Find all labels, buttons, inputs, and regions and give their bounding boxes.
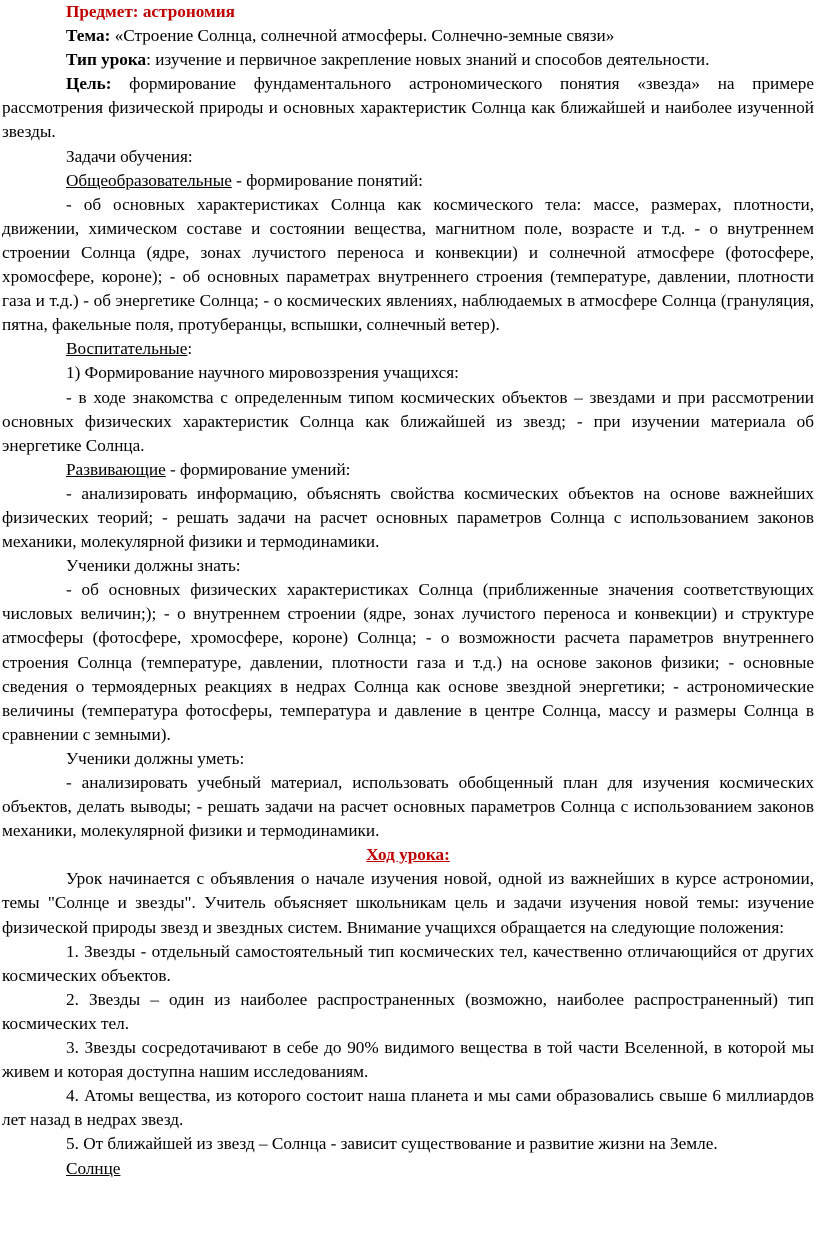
lesson-point: 1. Звезды - отдельный самостоятельный тип космических тел, качественно отличающийся от других космических объектов. xyxy=(2,941,814,985)
must-know-text: - об основных физических характеристиках Солнца (приближенные значения соответствующих числовых величин;); - о внутреннем строении (ядре, зонах лучистого переноса и конвекции) и структуре атмосферы (фотосфере, хромосфере, короне) Солнца; - о возможности расчета параметров внутреннего строения Солнца (температуре, давлении, плотности газа и т.д.) на основе законов физики; - основные сведения о термоядерных реакциях в недрах Солнца как основе звездной энергетики; - астрономические величины (температура фотосферы, температура и давление в центре Солнца, массу и размеры Солнца в сравнении с земными). xyxy=(2,580,814,744)
educational-heading xyxy=(2,337,814,361)
general-label: Общеобразовательные xyxy=(66,170,232,190)
developing-heading xyxy=(2,458,814,482)
developing-label: Развивающие xyxy=(66,459,166,479)
lesson-plan-title: Ход урока: xyxy=(366,845,450,865)
lesson-type-label: Тип урока xyxy=(66,50,147,70)
educational-item1: 1) Формирование научного мировоззрения учащихся: xyxy=(66,363,459,383)
must-know-heading: Ученики должны знать: xyxy=(66,556,241,576)
goal-paragraph xyxy=(2,72,814,144)
educational-text: - в ходе знакомства с определенным типом космических объектов – звездами и при рассмотрении основных физических характеристик Солнца как ближайшей из звезд; - при изучении материала об энергетике Солнца. xyxy=(2,387,814,455)
must-be-able-heading: Ученики должны уметь: xyxy=(66,748,245,768)
lesson-plan-title-line xyxy=(2,843,814,867)
lesson-point: 3. Звезды сосредотачивают в себе до 90% видимого вещества в той части Вселенной, в которой мы живем и которая доступна нашим исследованиям. xyxy=(2,1038,814,1082)
general-heading xyxy=(2,169,814,193)
educational-rest: : xyxy=(187,339,193,359)
sun-heading-line xyxy=(2,1157,814,1181)
developing-rest: - формирование умений: xyxy=(165,459,351,479)
lesson-type-value: : изучение и первичное закрепление новых знаний и способов деятельности. xyxy=(146,50,710,70)
goal-label: Цель: xyxy=(66,74,112,94)
general-text: - об основных характеристиках Солнца как космического тела: массе, размерах, плотности, движении, химическом составе и состоянии вещества, магнитном поле, возрасте и т.д. - о внутреннем строении Солнца (ядре, зонах лучистого переноса и конвекции) и солнечной атмосфере (фотосфере, хромосфере, короне); - об основных параметрах внутреннего строения (температуре, давлении, плотности газа и т.д.) - об энергетике Солнца; - о космических явлениях, наблюдаемых в атмосфере Солнца (грануляция, пятна, факельные поля, протуберанцы, вспышки, солнечный ветер). xyxy=(2,194,814,335)
educational-label: Воспитательные xyxy=(66,339,188,359)
tasks-heading: Задачи обучения: xyxy=(66,146,193,166)
general-rest: - формирование понятий: xyxy=(231,170,423,190)
lesson-point: 2. Звезды – один из наиболее распространенных (возможно, наиболее распространенный) тип космических тел. xyxy=(2,989,814,1033)
goal-value: формирование фундаментального астрономического понятия «звезда» на примере рассмотрения физической природы и основных характеристик Солнца как ближайшей и наиболее изученной звезды. xyxy=(2,74,814,142)
theme-label: Тема: xyxy=(66,26,111,46)
theme-line xyxy=(2,24,814,48)
theme-value: «Строение Солнца, солнечной атмосферы. Солнечно-земные связи» xyxy=(110,26,615,46)
lesson-plan-intro: Урок начинается с объявления о начале изучения новой, одной из важнейших в курсе астрономии, темы "Солнце и звезды". Учитель объясняет школьникам цель и задачи изучения новой темы: изучение физической природы звезд и звездных систем. Внимание учащихся обращается на следующие положения: xyxy=(2,869,814,937)
lesson-point: 4. Атомы вещества, из которого состоит наша планета и мы сами образовались свыше 6 миллиардов лет назад в недрах звезд. xyxy=(2,1086,814,1130)
must-be-able-text: - анализировать учебный материал, использовать обобщенный план для изучения космических объектов, делать выводы; - решать задачи на расчет основных параметров Солнца с использованием законов механики, молекулярной физики и термодинамики. xyxy=(2,773,814,841)
lesson-type-line xyxy=(2,48,814,72)
developing-text: - анализировать информацию, объяснять свойства космических объектов на основе важнейших физических теорий; - решать задачи на расчет основных параметров Солнца с использованием законов механики, молекулярной физики и термодинамики. xyxy=(2,483,814,552)
lesson-point: 5. От ближайшей из звезд – Солнца - зависит существование и развитие жизни на Земле. xyxy=(66,1134,718,1154)
subject-label: Предмет: астрономия xyxy=(66,2,235,21)
sun-heading: Солнце xyxy=(66,1158,121,1178)
subject-line xyxy=(2,0,814,24)
